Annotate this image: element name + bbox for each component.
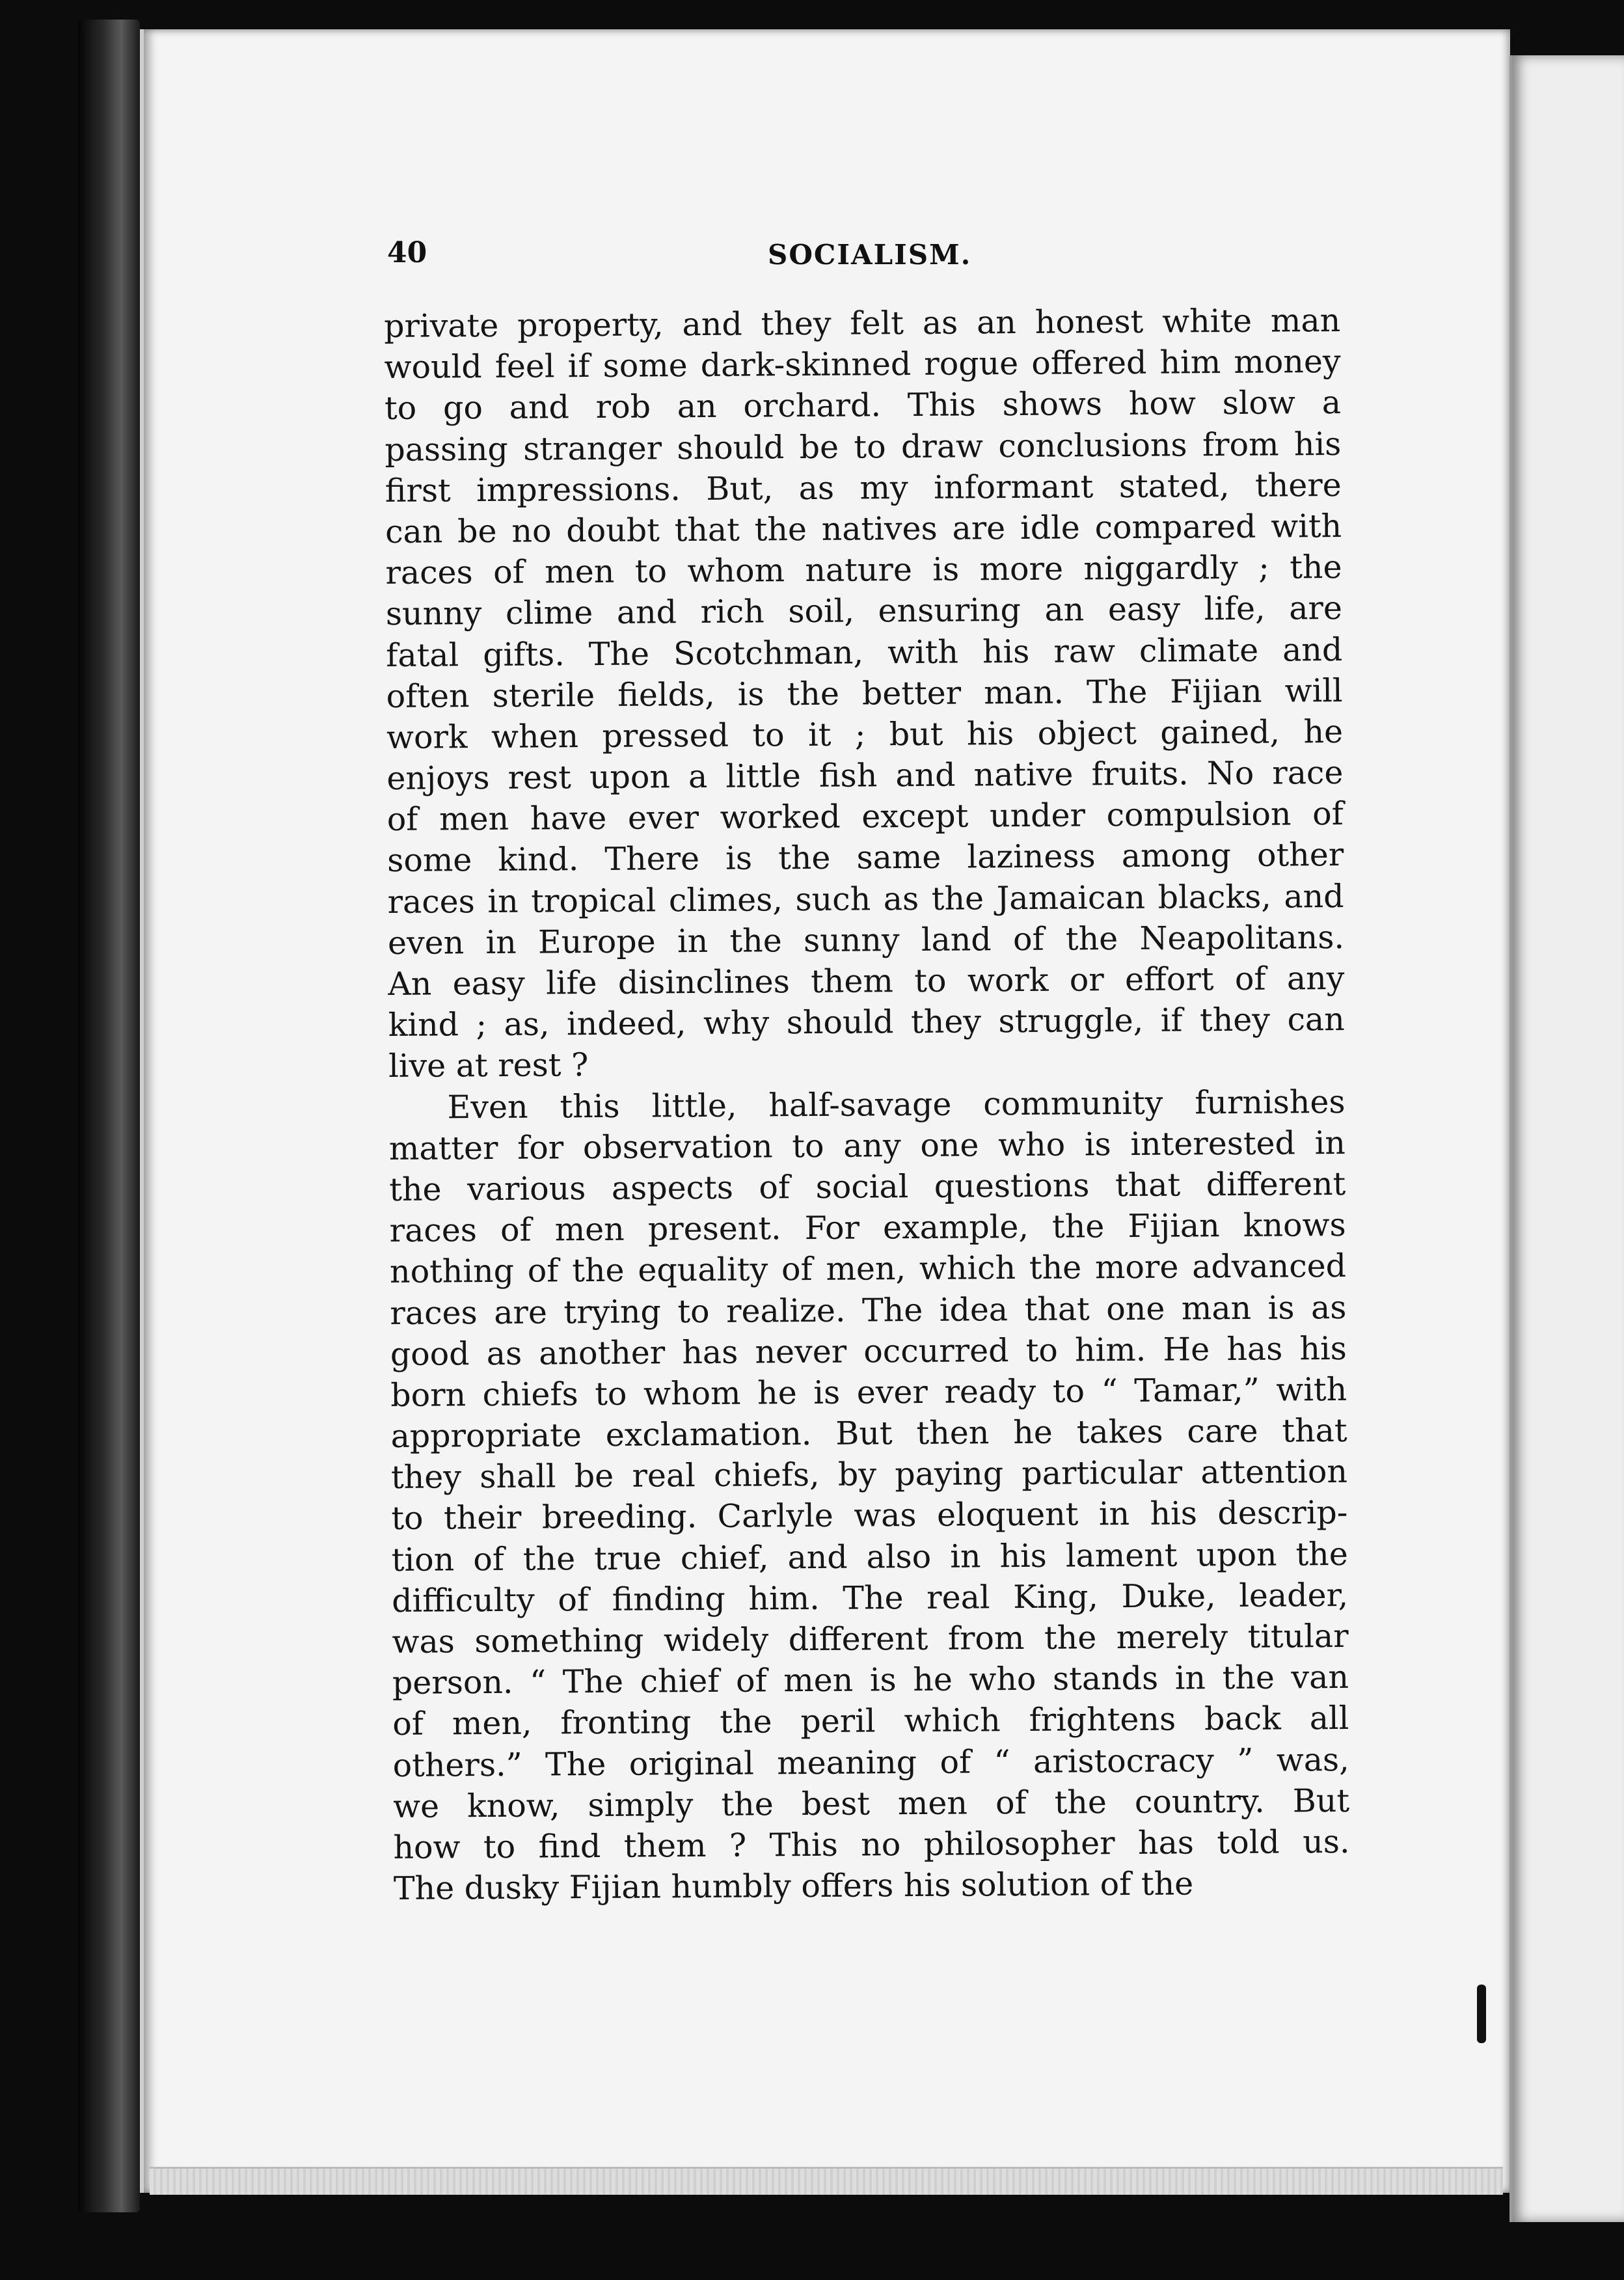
text-line: to their breeding. Carlyle was eloquent in his descrip- [391, 1494, 1348, 1538]
text-line: matter for observation to any one who is interested in [388, 1124, 1346, 1167]
text-line: Even this little, half-savage community furnishes [447, 1083, 1346, 1126]
text-line: was something widely different from the merely titular [392, 1617, 1349, 1661]
text-line: races of men present. For example, the Fijian knows [389, 1206, 1346, 1250]
text-line: we know, simply the best men of the country. But [392, 1782, 1350, 1825]
text-line: races in tropical climes, such as the Jamaican blacks, and [387, 877, 1344, 921]
text-line: others.” The original meaning of “ aristocracy ” was, [392, 1741, 1349, 1784]
text-line: The dusky Fijian humbly offers his solution of the [393, 1865, 1194, 1908]
page-header [387, 231, 1344, 277]
running-head: SOCIALISM. [768, 239, 972, 271]
text-line: can be no doubt that the natives are idle compared with [385, 507, 1342, 550]
text-line: appropriate exclamation. But then he takes care that [390, 1412, 1347, 1456]
text-line: the various aspects of social questions that different [389, 1165, 1346, 1208]
text-line: some kind. There is the same laziness among other [387, 836, 1344, 880]
text-line: born chiefs to whom he is ever ready to “ Tamar,” with [390, 1370, 1347, 1414]
text-line: they shall be real chiefs, by paying particular attention [390, 1453, 1348, 1497]
text-line: passing stranger should be to draw conclusions from his [385, 425, 1342, 468]
text-line: of men, fronting the peril which frightens back all [392, 1700, 1349, 1743]
text-line: difficulty of finding him. The real King, Duke, leader, [391, 1576, 1349, 1620]
text-line: races of men to whom nature is more niggardly ; the [385, 549, 1342, 592]
facing-page-edge [1509, 55, 1624, 2222]
page-number: 40 [387, 236, 427, 269]
text-line: how to find them ? This no philosopher has told us. [393, 1823, 1350, 1866]
paragraph [384, 300, 1345, 1087]
text-line: of men have ever worked except under compulsion of [386, 795, 1344, 839]
text-line: good as another has never occurred to him. He has his [390, 1329, 1347, 1373]
text-line: sunny clime and rich soil, ensuring an easy life, are [385, 590, 1343, 633]
text-line: first impressions. But, as my informant stated, there [385, 466, 1342, 509]
text-line: live at rest ? [388, 1046, 589, 1085]
text-line: fatal gifts. The Scotchman, with his raw climate and [386, 631, 1343, 674]
text-line: to go and rob an orchard. This shows how slow a [384, 384, 1342, 428]
text-line: private property, and they felt as an honest white man [384, 302, 1341, 345]
ink-mark [1477, 1985, 1486, 2043]
text-line: work when pressed to it ; but his object gained, he [386, 712, 1344, 756]
body-text [384, 300, 1350, 1909]
text-line: tion of the true chief, and also in his lament upon the [391, 1535, 1348, 1579]
text-line: person. “ The chief of men is he who stands in the van [392, 1659, 1349, 1702]
paragraph [388, 1081, 1350, 1910]
text-line: An easy life disinclines them to work or effort of any [388, 960, 1345, 1003]
text-line: nothing of the equality of men, which the more advanced [389, 1247, 1347, 1291]
text-line: kind ; as, indeed, why should they struggle, if they can [388, 1001, 1345, 1044]
text-line: often sterile fields, is the better man. The Fijian will [386, 672, 1343, 715]
text-line: even in Europe in the sunny land of the Neapolitans. [387, 918, 1345, 962]
book-spine [78, 20, 140, 2212]
page-bottom-edge [150, 2167, 1503, 2195]
text-line: enjoys rest upon a little fish and native fruits. No race [386, 754, 1344, 798]
text-line: races are trying to realize. The idea that one man is as [390, 1288, 1347, 1332]
text-line: would feel if some dark-skinned rogue offered him money [384, 343, 1341, 387]
